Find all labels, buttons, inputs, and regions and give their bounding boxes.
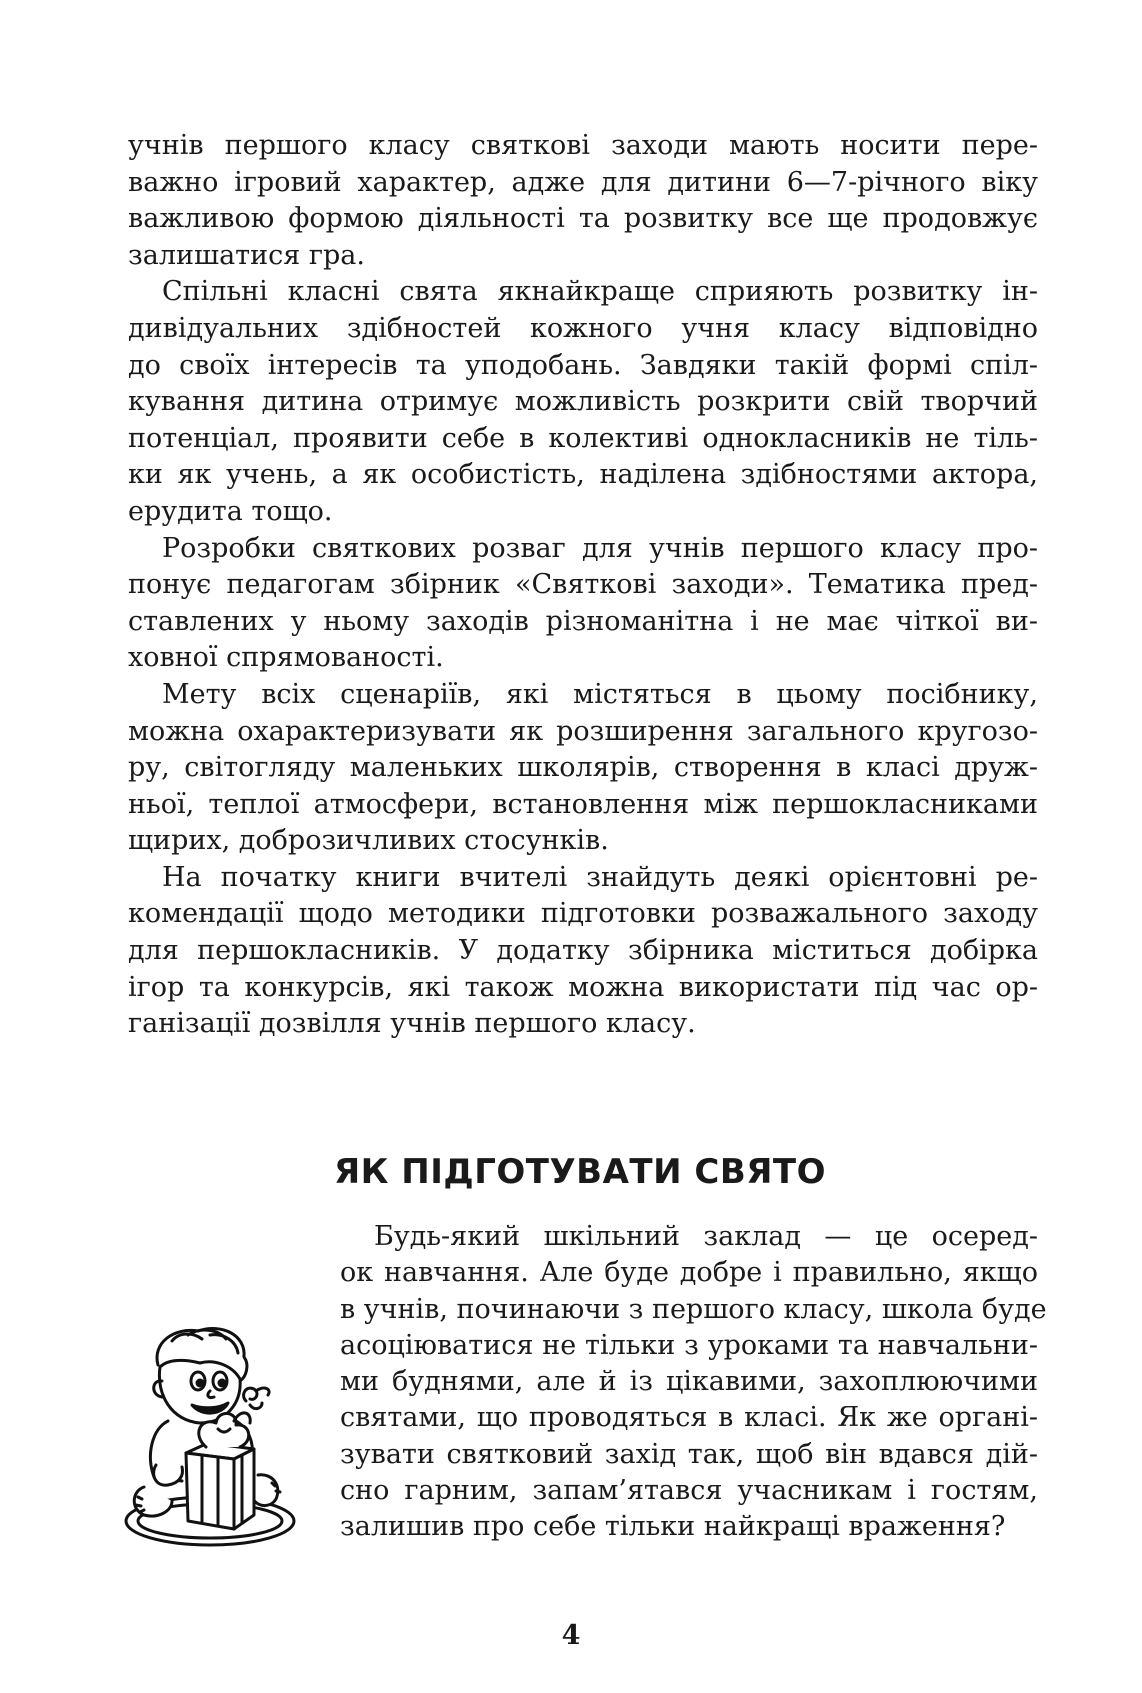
text-line: для першокласників. У додатку збірника міститься добірка <box>128 935 1038 967</box>
paragraph <box>128 274 1038 530</box>
text-line: Спільні класні свята якнайкраще сприяють розвитку ін- <box>162 276 1038 308</box>
text-line: залишатися гра. <box>128 239 365 271</box>
text-line: можна охарактеризувати як розширення загального кругозо- <box>128 715 1038 747</box>
text-line: ставлених у ньому заходів різноманітна і не має чіткої ви- <box>128 605 1038 637</box>
text-line: Мету всіх сценаріїв, які містяться в цьому посібнику, <box>162 678 1038 710</box>
child-with-gift-icon <box>122 1325 306 1549</box>
text-line: асоціюватися не тільки з уроками та навчальни- <box>340 1329 1038 1361</box>
text-line: кування дитина отримує можливість розкрити свій творчий <box>128 386 1038 418</box>
text-line: ру, світогляду маленьких школярів, створення в класі друж- <box>128 752 1038 784</box>
section-text <box>340 1219 1047 1546</box>
paragraph <box>128 677 1038 860</box>
text-line: важно ігровий характер, адже для дитини 6—7-річного віку <box>128 166 1038 198</box>
page-number: 4 <box>561 1620 581 1651</box>
text-line: На початку книги вчителі знайдуть деякі орієнтовні ре- <box>162 861 1038 893</box>
text-line: Будь-який шкільний заклад — це осеред- <box>374 1221 1038 1252</box>
text-line: ганізації дозвілля учнів першого класу. <box>128 1008 696 1040</box>
text-line: ми буднями, але й із цікавими, захоплюючими <box>340 1366 1038 1398</box>
intro-text <box>128 128 1038 1043</box>
text-line: важливою формою діяльності та розвитку все ще продовжує <box>128 203 1038 235</box>
text-line: ок навчання. Але буде добре і правильно, якщо <box>340 1257 1038 1289</box>
paragraph <box>340 1219 1047 1546</box>
text-line: ігор та конкурсів, які також можна використати під час ор- <box>128 971 1038 1003</box>
text-line: потенціал, проявити себе в колективі однокласників не тіль- <box>128 422 1038 454</box>
section-heading: ЯК ПІДГОТУВАТИ СВЯТО <box>334 1152 827 1192</box>
text-line: святами, що проводяться в класі. Як же органі- <box>340 1402 1038 1434</box>
text-line: до своїх інтересів та уподобань. Завдяки такій формі спіл- <box>128 349 1038 381</box>
text-line: залишив про себе тільки найкращі враження? <box>340 1511 1006 1543</box>
text-line: ерудита тощо. <box>128 495 333 527</box>
paragraph <box>128 531 1038 677</box>
text-line: ховної спрямованості. <box>128 642 444 674</box>
paragraph <box>128 860 1038 1043</box>
text-line: комендації щодо методики підготовки розважального заходу <box>128 898 1038 930</box>
text-line: ньої, теплої атмосфери, встановлення між першокласниками <box>128 788 1038 820</box>
text-line: ки як учень, а як особистість, наділена здібностями актора, <box>128 459 1038 491</box>
text-line: в учнів, починаючи з першого класу, школа буде <box>340 1293 1047 1325</box>
text-line: учнів першого класу святкові заходи мають носити пере- <box>128 130 1038 161</box>
text-line: дивідуальних здібностей кожного учня класу відповідно <box>128 312 1038 344</box>
text-line: понує педагогам збірник «Святкові заходи». Тематика пред- <box>128 569 1038 601</box>
text-line: Розробки святкових розваг для учнів першого класу про- <box>162 532 1038 564</box>
text-line: сно гарним, запам’ятався учасникам і гостям, <box>340 1475 1038 1507</box>
text-line: зувати святковий захід так, щоб він вдався дій- <box>340 1438 1038 1470</box>
paragraph <box>128 128 1038 274</box>
text-line: щирих, доброзичливих стосунків. <box>128 825 609 857</box>
